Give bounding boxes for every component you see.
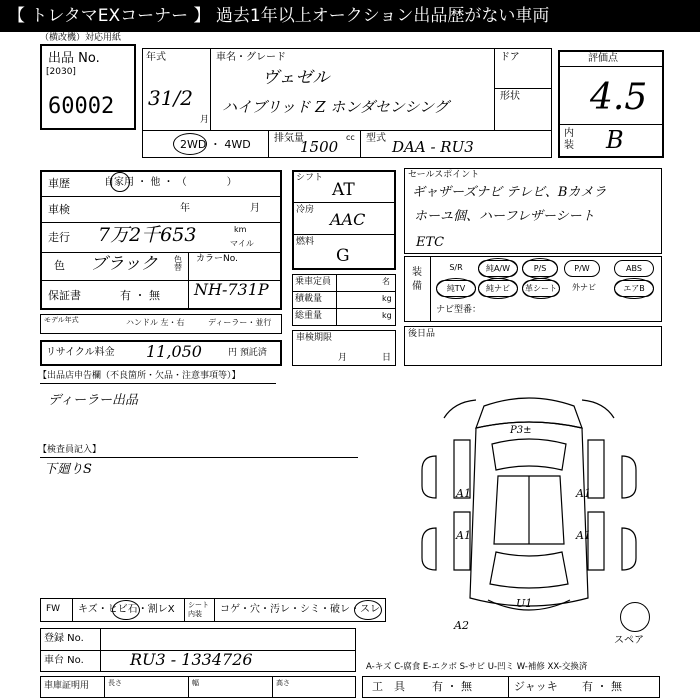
model-change-label: モデル年式	[44, 316, 79, 324]
registration-label: 登録 No.	[44, 633, 84, 644]
equip-airbag: エアB	[614, 280, 654, 297]
ac-label: 冷房	[296, 205, 315, 215]
mileage-value: 7万2千653	[98, 224, 197, 246]
garage-cert-label: 車庫証明用	[44, 681, 90, 691]
dim-width: 幅	[192, 679, 199, 687]
shift-value: AT	[332, 180, 355, 200]
lot-box	[40, 44, 136, 130]
spare-label: スペア	[614, 635, 644, 646]
equip-navi: 純ナビ	[478, 280, 518, 297]
condition-interior: コゲ・穴・汚レ・シミ・破レ・スレ	[220, 604, 380, 615]
warranty-options: 有 ・ 無	[120, 289, 160, 302]
inspection-label: 車検	[48, 203, 70, 216]
returned-box	[404, 326, 662, 366]
mileage-unit-mile: マイル	[230, 239, 254, 248]
color-value: ブラック	[90, 254, 158, 274]
dim-height: 高さ	[276, 679, 290, 687]
model-year-value: 31/2	[148, 86, 193, 110]
diagram-mark-right-front: A1	[576, 487, 591, 500]
displacement-label: 排気量	[274, 133, 304, 144]
equip-sr: S/R	[449, 263, 463, 272]
equip-airbag-circle	[614, 278, 654, 299]
color-code-label: カラーNo.	[196, 254, 238, 264]
condition-chip-circle	[112, 600, 140, 620]
sales-points-line3: ETC	[416, 235, 445, 250]
history-label: 車歴	[48, 177, 70, 190]
diagram-mark-rear: U1	[516, 597, 533, 610]
displacement-value: 1500	[300, 138, 339, 156]
inspector-text: 下廻りS	[44, 462, 92, 477]
reg-expiry-day: 日	[382, 353, 392, 363]
inspection-month: 月	[250, 203, 260, 214]
equip-tv-circle	[436, 278, 476, 299]
reg-expiry-label: 車検期限	[296, 333, 333, 343]
diagram-mark-rear-left: A2	[454, 619, 469, 632]
dealer-label: ディーラー・並行	[208, 318, 272, 327]
mileage-unit-km: km	[234, 225, 247, 234]
equip-ps-circle	[522, 258, 558, 279]
handle-label: ハンドル 左・右	[126, 318, 185, 327]
equip-alloy-wheel: 純A/W	[478, 260, 518, 277]
load-unit: kg	[382, 294, 392, 303]
car-name-line1: ヴェゼル	[262, 68, 330, 88]
ac-value: AAC	[330, 210, 366, 229]
nav-type-label: ナビ型番：	[436, 305, 482, 315]
model-code-label: 型式	[366, 133, 386, 144]
warranty-label: 保証書	[48, 289, 81, 302]
car-name-label: 車名・グレード	[216, 52, 286, 63]
diagram-mark-front: P3±	[510, 425, 532, 436]
door-label: ドア	[500, 52, 520, 63]
color-change-label: 色替	[174, 255, 182, 272]
equip-leather-circle	[522, 278, 560, 299]
sheet-subtitle: （横改機）対応用紙	[40, 33, 122, 43]
equipment-label: 装備	[412, 267, 422, 292]
condition-interior-label: シート内装	[188, 601, 209, 618]
history-value: 自家用 ・ 他 ・ （ ）	[104, 177, 237, 188]
model-year-label: 年式	[146, 52, 166, 63]
model-year-month: 月	[200, 115, 210, 125]
color-code-value: NH-731P	[194, 280, 269, 299]
inspection-year: 年	[180, 203, 190, 214]
recycle-value: 11,050	[146, 342, 202, 361]
equip-alloy-circle	[478, 258, 518, 279]
car-name-line2: ハイブリッド Z ホンダセンシング	[222, 98, 449, 116]
score-label: 評価点	[588, 53, 618, 64]
equip-abs: ABS	[614, 260, 654, 277]
drive-label: 2WD ・ 4WD	[180, 138, 251, 151]
condition-wear-circle	[354, 600, 382, 620]
car-diagram	[414, 388, 644, 620]
capacity-unit: 名	[382, 277, 390, 286]
chassis-label: 車台 No.	[44, 655, 84, 666]
drive-selected-circle	[173, 133, 207, 155]
lot-tag: [2030]	[46, 67, 76, 77]
reg-expiry-month: 月	[338, 353, 348, 363]
header-title: 【 トレタマEXコーナー 】 過去1年以上オークション出品歴がない車両	[0, 0, 700, 32]
diagram-mark-right-rear: A1	[576, 529, 591, 542]
notes-label: 【出品店申告欄（不良箇所・欠品・注意事項等）】	[38, 371, 241, 381]
diagram-mark-left-rear: A1	[456, 529, 471, 542]
condition-label: FW	[46, 604, 61, 614]
recycle-unit: 円 預託済	[228, 348, 267, 358]
interior-value: B	[606, 126, 624, 154]
inspector-label: 【検査員記入】	[38, 445, 102, 455]
gross-unit: kg	[382, 311, 392, 320]
score-value: 4.5	[590, 77, 648, 118]
jack-options: 有 ・ 無	[582, 680, 622, 693]
equip-pw: P/W	[564, 260, 600, 277]
fuel-label: 燃料	[296, 237, 315, 247]
equip-tv: 純TV	[436, 280, 476, 297]
tools-options: 有 ・ 無	[432, 680, 472, 693]
load-label: 積載量	[295, 294, 323, 304]
capacity-label: 乗車定員	[295, 277, 332, 287]
equip-ps: P/S	[522, 260, 558, 277]
lot-label: 出品 No.	[48, 51, 100, 66]
notes-text: ディーラー出品	[48, 393, 138, 408]
shape-label: 形状	[500, 91, 520, 102]
chassis-value: RU3 - 1334726	[130, 650, 253, 669]
equip-navi-circle	[478, 278, 518, 299]
displacement-unit: cc	[346, 133, 355, 142]
jack-label: ジャッキ	[514, 680, 558, 693]
history-selected-circle	[110, 172, 130, 192]
sales-points-line2: ホーユ個、ハーフレザーシート	[414, 209, 595, 224]
equip-ext-navi: 外ナビ	[572, 283, 596, 292]
sales-points-label: セールスポイント	[408, 170, 480, 180]
lot-number: 60002	[48, 94, 115, 119]
gross-label: 総重量	[295, 311, 323, 321]
equip-leather: 革シート	[522, 280, 560, 297]
tools-label: 工 具	[372, 680, 405, 693]
mileage-label: 走行	[48, 231, 70, 244]
condition-exterior: キズ・ヒビ石・割レX	[78, 604, 175, 615]
model-code-value: DAA - RU3	[392, 138, 474, 156]
spare-tire-icon	[620, 602, 650, 632]
diagram-mark-left-front: A1	[456, 487, 471, 500]
dim-length: 長さ	[108, 679, 122, 687]
damage-legend: A-キズ C-腐食 E-エクボ S-サビ U-凹ミ W-補修 XX-交換済	[366, 662, 588, 672]
fuel-value: G	[336, 246, 350, 266]
shift-label: シフト	[296, 173, 324, 183]
color-label: 色	[54, 259, 65, 272]
returned-label: 後日品	[408, 329, 436, 339]
sales-points-line1: ギャザーズナビ テレビ、Bカメラ	[412, 185, 607, 200]
recycle-label: リサイクル料金	[46, 347, 115, 358]
interior-label: 内装	[564, 128, 574, 151]
